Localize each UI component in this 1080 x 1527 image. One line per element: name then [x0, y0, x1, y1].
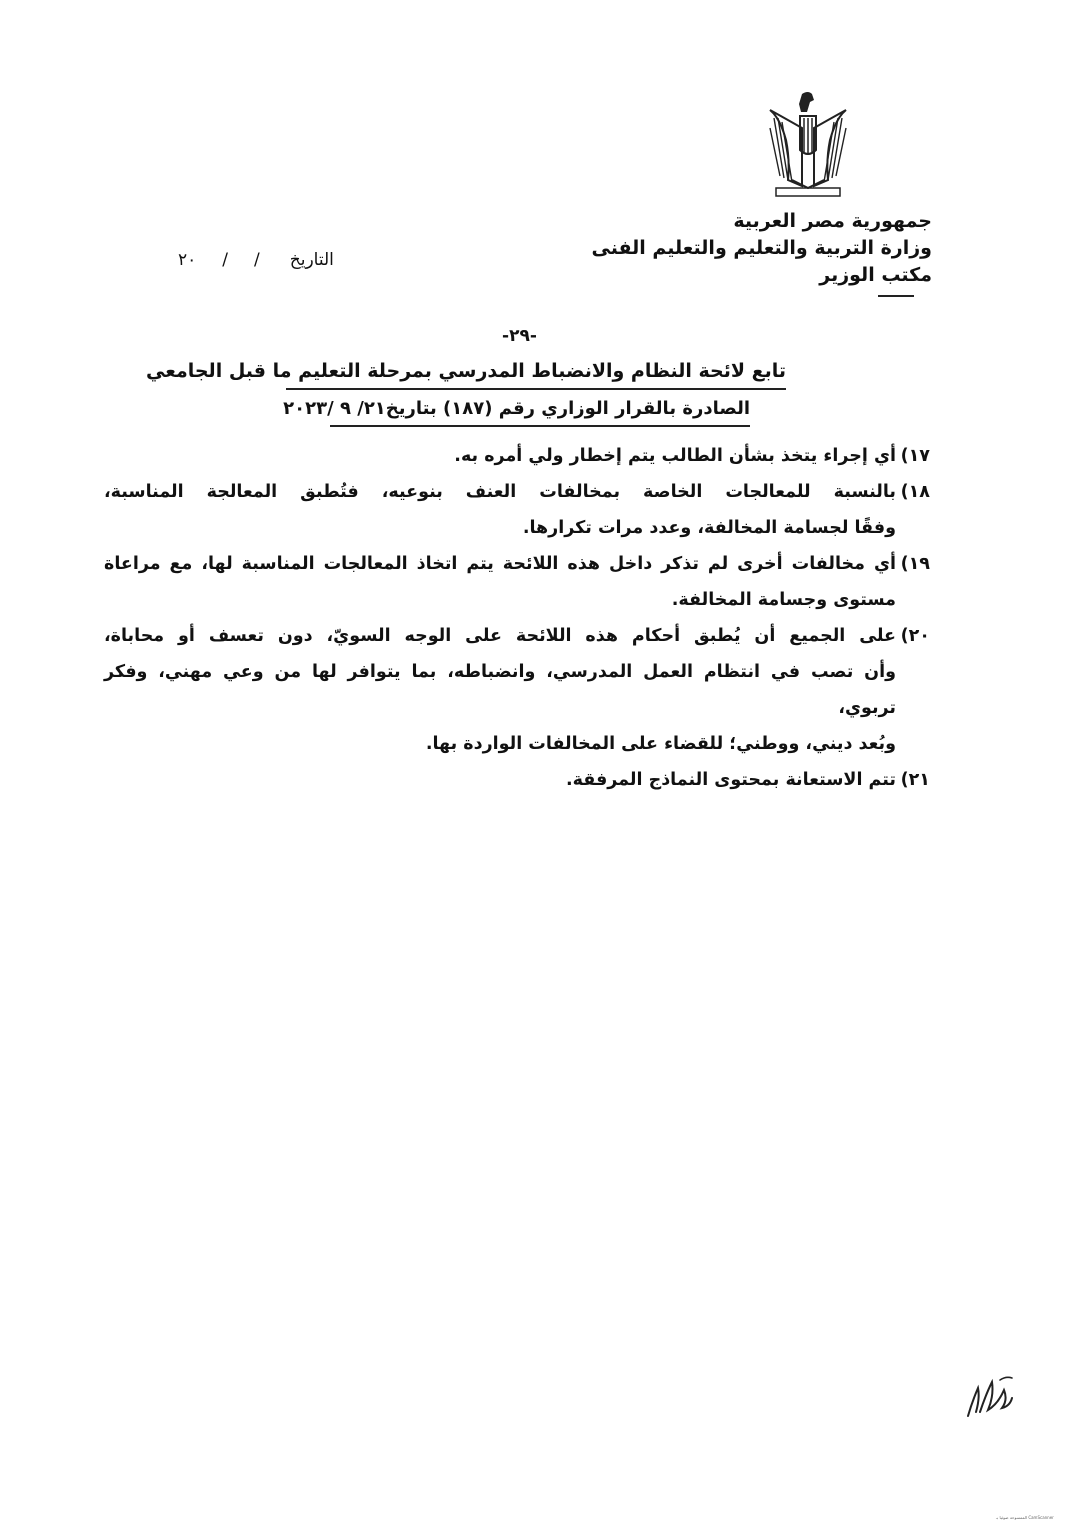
item-line: تتم الاستعانة بمحتوى النماذج المرفقة.	[565, 770, 896, 790]
item-text	[104, 474, 896, 546]
item-line: أي مخالفات أخرى لم تذكر داخل هذه اللائحة يتم اتخاذ المعالجات المناسبة لها، مع مراعاة	[104, 554, 896, 574]
list-item	[104, 762, 930, 798]
decree-reference: الصادرة بالقرار الوزاري رقم (١٨٧) بتاريخ٢١/ ٩ /٢٠٢٣	[283, 398, 750, 419]
ministry-name: وزارة التربية والتعليم والتعليم الفنى	[591, 237, 932, 259]
item-line: وبُعد ديني، ووطني؛ للقضاء على المخالفات الواردة بها.	[425, 734, 896, 754]
item-line: على الجميع أن يُطبق أحكام هذه اللائحة على الوجه السويّ، دون تعسف أو محاباة،	[104, 626, 896, 646]
item-line: أي إجراء يتخذ بشأن الطالب يتم إخطار ولي أمره به.	[454, 446, 896, 466]
list-item	[104, 438, 930, 474]
date-label: التاريخ	[289, 250, 334, 270]
date-separator-2: /	[222, 250, 228, 270]
country-name: جمهورية مصر العربية	[733, 210, 932, 232]
item-text	[104, 546, 896, 618]
eagle-emblem-icon	[762, 88, 854, 200]
office-name: مكتب الوزير	[819, 264, 932, 286]
list-item	[104, 474, 930, 546]
scanner-watermark: CamScanner الممسوحة ضوئيا بـ	[996, 1515, 1054, 1520]
date-line	[152, 250, 334, 270]
item-line: بالنسبة للمعالجات الخاصة بمخالفات العنف بنوعيه، فتُطبق المعالجة المناسبة،	[104, 482, 896, 502]
title-underline	[286, 388, 786, 390]
item-number: ١٨)	[900, 482, 930, 502]
item-text	[104, 762, 896, 798]
signature-icon	[962, 1372, 1020, 1422]
item-number: ٢٠)	[900, 626, 930, 646]
item-line: وأن تصب في انتظام العمل المدرسي، وانضباطه، بما يتوافر لها من وعي مهني، وفكر تربوي،	[104, 662, 896, 718]
date-separator-1: /	[254, 250, 260, 270]
item-text	[104, 438, 896, 474]
item-line: وفقًا لجسامة المخالفة، وعدد مرات تكرارها.	[522, 518, 896, 538]
list-item	[104, 618, 930, 762]
document-title: تابع لائحة النظام والانضباط المدرسي بمرحلة التعليم ما قبل الجامعي	[146, 360, 786, 382]
item-number: ١٧)	[900, 446, 930, 466]
header-divider	[878, 295, 914, 297]
regulation-items	[104, 438, 930, 798]
letterhead	[591, 208, 932, 297]
item-number: ١٩)	[900, 554, 930, 574]
page-number: -٢٩-	[502, 326, 537, 346]
list-item	[104, 546, 930, 618]
item-number: ٢١)	[900, 770, 930, 790]
item-text	[104, 618, 896, 762]
decree-underline	[330, 425, 750, 427]
item-line: مستوى وجسامة المخالفة.	[671, 590, 896, 610]
date-year: ٢٠	[178, 250, 197, 270]
